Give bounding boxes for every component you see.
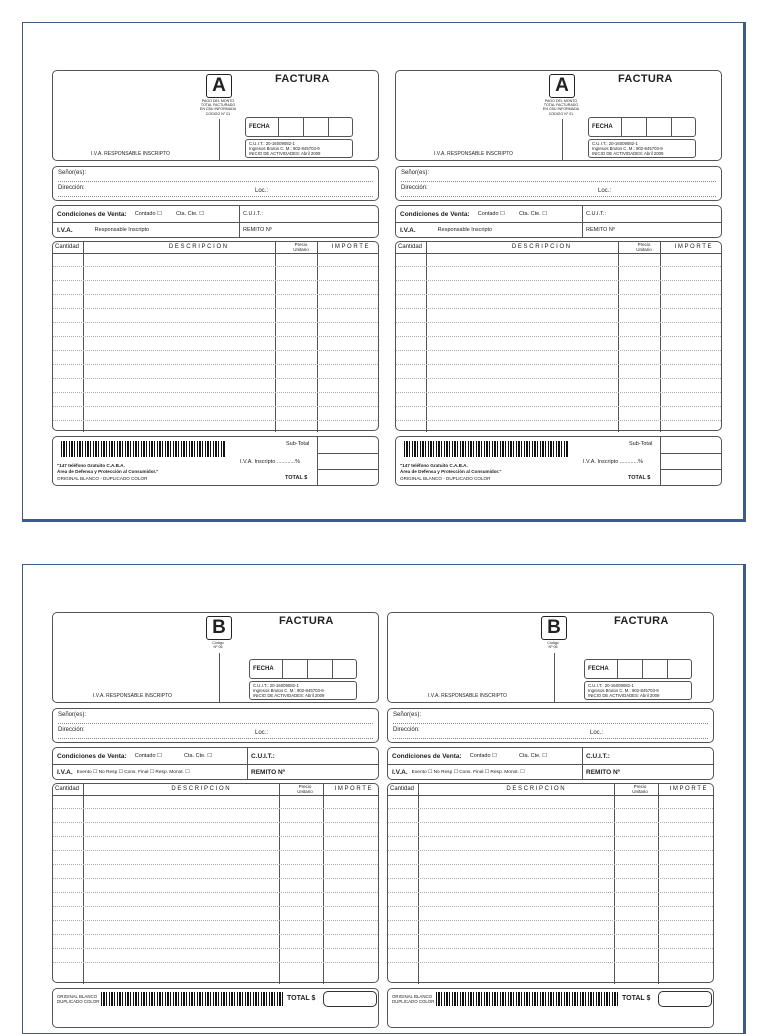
table-header xyxy=(53,242,378,254)
client-box xyxy=(387,708,714,743)
table-row[interactable] xyxy=(53,808,378,809)
cuit-line: C.U.I.T.: 20-16009082-1 xyxy=(592,141,638,146)
ingresos-line: Ingresos Brutos C. M.: 902-845703-9 xyxy=(249,146,320,151)
col-descripcion: D E S C R I P C I O N xyxy=(506,786,565,792)
divider xyxy=(317,453,378,454)
fecha-label: FECHA xyxy=(592,124,613,130)
table-row[interactable] xyxy=(53,836,378,837)
fecha-month[interactable] xyxy=(642,660,667,678)
invoice-header xyxy=(387,612,714,703)
table-row[interactable] xyxy=(388,892,713,893)
letter-note: PAGO DEL MONTO TOTAL FACTURADO EN CBU INFORMADA CODIGO N° 01 xyxy=(542,99,580,116)
fecha-box[interactable] xyxy=(245,117,353,137)
table-row[interactable] xyxy=(388,906,713,907)
defensa-note: Área de Defensa y Protección al Consumidor." xyxy=(400,469,502,474)
table-row[interactable] xyxy=(396,322,721,323)
inicio-line: INICIO DE ACTIVIDADES: Abril 2009 xyxy=(253,693,325,698)
column-divider xyxy=(418,784,419,984)
table-row[interactable] xyxy=(388,948,713,949)
divider xyxy=(660,453,721,454)
table-row[interactable] xyxy=(53,934,378,935)
column-divider xyxy=(658,784,659,984)
contado-checkbox[interactable]: Contado ☐ xyxy=(469,753,497,759)
contado-checkbox[interactable]: Contado ☐ xyxy=(134,753,162,759)
loc-label: Loc.: xyxy=(598,188,612,194)
table-row[interactable] xyxy=(396,308,721,309)
letter-note: Código Nº 06 xyxy=(212,641,224,650)
cuit-line: C.U.I.T.: 20-16009082-1 xyxy=(253,683,299,688)
col-importe: I M P O R T E xyxy=(674,244,712,250)
iva-options[interactable]: Exento ☐ No Resp ☐ Cons. Final ☐ Resp. Monot. ☐ xyxy=(411,769,525,775)
inicio-line: INICIO DE ACTIVIDADES: Abril 2009 xyxy=(588,693,660,698)
conditions-row xyxy=(396,206,721,223)
col-cantidad: Cantidad xyxy=(398,244,423,250)
table-row[interactable] xyxy=(53,892,378,893)
table-row[interactable] xyxy=(53,406,378,407)
fecha-year[interactable] xyxy=(667,660,691,678)
total-label: TOTAL $ xyxy=(628,475,651,481)
divider xyxy=(562,119,563,161)
table-row[interactable] xyxy=(388,808,713,809)
column-divider xyxy=(618,242,619,432)
invoice-title: FACTURA xyxy=(279,615,334,627)
iva-row xyxy=(388,764,713,780)
table-row[interactable] xyxy=(396,336,721,337)
invoice-footer xyxy=(387,988,714,1028)
table-row[interactable] xyxy=(396,294,721,295)
invoice-sheet-b xyxy=(22,564,746,1034)
table-row[interactable] xyxy=(53,864,378,865)
table-row[interactable] xyxy=(388,878,713,879)
fecha-label: FECHA xyxy=(249,124,270,130)
table-row[interactable] xyxy=(396,406,721,407)
subtotal-label: Sub-Total xyxy=(629,441,653,447)
table-row[interactable] xyxy=(388,850,713,851)
client-box xyxy=(52,166,379,201)
copy-note: ORIGINAL BLANCO - DUPLICADO COLOR xyxy=(400,476,491,481)
invoice-footer xyxy=(52,436,379,486)
fecha-year[interactable] xyxy=(332,660,356,678)
direccion-field[interactable]: Dirección: xyxy=(401,185,716,197)
divider xyxy=(660,469,721,470)
cuit-line: C.U.I.T.: 20-16009082-1 xyxy=(249,141,295,146)
table-row[interactable] xyxy=(388,836,713,837)
invoice-title: FACTURA xyxy=(614,615,669,627)
remito-field[interactable]: REMITO Nº xyxy=(586,227,615,233)
divider xyxy=(239,206,240,222)
table-row[interactable] xyxy=(53,308,378,309)
table-row[interactable] xyxy=(53,906,378,907)
fecha-day[interactable] xyxy=(617,660,642,678)
copy-note: ORIGINAL BLANCO DUPLICADO COLOR xyxy=(392,994,435,1004)
table-row[interactable] xyxy=(53,322,378,323)
conditions-box xyxy=(395,205,722,238)
table-header xyxy=(396,242,721,254)
table-row[interactable] xyxy=(396,420,721,421)
client-box xyxy=(395,166,722,201)
iva-value: Responsable Inscripto xyxy=(437,227,493,233)
table-row[interactable] xyxy=(396,350,721,351)
items-table xyxy=(395,241,722,431)
total-label: TOTAL $ xyxy=(622,995,651,1002)
cuit-info xyxy=(588,139,696,158)
iva-label: I.V.A. xyxy=(392,768,408,776)
invoice-letter: B xyxy=(206,616,232,640)
col-precio: Precio Unitario xyxy=(293,242,309,252)
iva-label: I.V.A. xyxy=(400,226,416,234)
col-cantidad: Cantidad xyxy=(55,244,80,250)
contado-checkbox[interactable]: Contado ☐ xyxy=(477,211,505,217)
items-table xyxy=(52,783,379,983)
column-divider xyxy=(323,784,324,984)
invoice-header xyxy=(395,70,722,161)
fecha-year[interactable] xyxy=(328,118,352,136)
cuit-field[interactable]: C.U.I.T.: xyxy=(586,211,606,217)
col-descripcion: D E S C R I P C I O N xyxy=(171,786,230,792)
barcode xyxy=(101,992,283,1006)
cta-cte-checkbox[interactable]: Cta. Cte. ☐ xyxy=(518,211,548,217)
cuit-info xyxy=(584,681,692,700)
fecha-day[interactable] xyxy=(621,118,646,136)
cta-cte-checkbox[interactable]: Cta. Cte. ☐ xyxy=(518,753,548,759)
column-divider xyxy=(83,242,84,432)
divider xyxy=(247,764,248,780)
loc-label: Loc.: xyxy=(255,188,269,194)
items-table xyxy=(387,783,714,983)
conditions-row xyxy=(53,206,378,223)
divider xyxy=(219,119,220,161)
cuit-info xyxy=(249,681,357,700)
table-row[interactable] xyxy=(53,364,378,365)
barcode xyxy=(61,441,226,457)
inicio-line: INICIO DE ACTIVIDADES: Abril 2009 xyxy=(592,151,664,156)
col-cantidad: Cantidad xyxy=(390,786,415,792)
direccion-field[interactable]: Dirección: xyxy=(58,727,373,739)
column-divider xyxy=(317,242,318,432)
table-row[interactable] xyxy=(53,280,378,281)
fecha-month[interactable] xyxy=(307,660,332,678)
conditions-box xyxy=(52,205,379,238)
table-header xyxy=(388,784,713,796)
invoice-letter: B xyxy=(541,616,567,640)
table-row[interactable] xyxy=(388,822,713,823)
invoice-footer xyxy=(52,988,379,1028)
divider xyxy=(582,222,583,238)
total-label: TOTAL $ xyxy=(285,475,308,481)
senores-field[interactable]: Señor(es): xyxy=(58,712,373,724)
column-divider xyxy=(426,242,427,432)
iva-row xyxy=(53,222,378,238)
inicio-line: INICIO DE ACTIVIDADES: Abril 2009 xyxy=(249,151,321,156)
col-importe: I M P O R T E xyxy=(669,786,707,792)
total-field[interactable] xyxy=(658,991,712,1007)
table-row[interactable] xyxy=(53,878,378,879)
barcode xyxy=(436,992,618,1006)
letter-note: Código Nº 06 xyxy=(547,641,559,650)
table-row[interactable] xyxy=(53,822,378,823)
col-descripcion: D E S C R I P C I O N xyxy=(168,244,228,250)
column-divider xyxy=(83,784,84,984)
items-table xyxy=(52,241,379,431)
cuit-field[interactable]: C.U.I.T.: xyxy=(251,752,275,760)
invoice-header xyxy=(52,70,379,161)
fecha-month[interactable] xyxy=(646,118,671,136)
divider xyxy=(582,764,583,780)
invoice-letter: A xyxy=(549,74,575,98)
loc-label: Loc.: xyxy=(255,730,269,736)
iva-row xyxy=(53,764,378,780)
phone-note: "147 teléfono Gratuito C.A.B.A. xyxy=(57,463,125,468)
column-divider xyxy=(279,784,280,984)
total-label: TOTAL $ xyxy=(287,995,316,1002)
col-importe: I M P O R T E xyxy=(334,786,372,792)
copy-note: ORIGINAL BLANCO - DUPLICADO COLOR xyxy=(57,476,148,481)
divider xyxy=(660,437,661,485)
fecha-day[interactable] xyxy=(278,118,303,136)
iva-label: I.V.A. xyxy=(57,226,73,234)
fecha-box[interactable] xyxy=(584,659,692,679)
cuit-field[interactable]: C.U.I.T.: xyxy=(586,752,610,760)
conditions-row xyxy=(53,748,378,765)
col-descripcion: D E S C R I P C I O N xyxy=(511,244,571,250)
fecha-day[interactable] xyxy=(282,660,307,678)
table-row[interactable] xyxy=(53,294,378,295)
direccion-field[interactable]: Dirección: xyxy=(58,185,373,197)
ingresos-line: Ingresos Brutos C. M.: 902-845703-9 xyxy=(592,146,663,151)
senores-field[interactable]: Señor(es): xyxy=(393,712,708,724)
fecha-box[interactable] xyxy=(588,117,696,137)
column-divider xyxy=(614,784,615,984)
col-importe: I M P O R T E xyxy=(331,244,369,250)
cuit-info xyxy=(245,139,353,158)
cuit-line: C.U.I.T.: 20-16009082-1 xyxy=(588,683,634,688)
iva-label: I.V.A. xyxy=(57,768,73,776)
iva-options[interactable]: Exento ☐ No Resp ☐ Cons. Final ☐ Resp. Monot. ☐ xyxy=(76,769,190,775)
responsable-label: I.V.A. RESPONSABLE INSCRIPTO xyxy=(91,151,170,157)
barcode xyxy=(404,441,569,457)
conditions-box xyxy=(52,747,379,780)
fecha-year[interactable] xyxy=(671,118,695,136)
fecha-label: FECHA xyxy=(253,666,274,672)
letter-note: PAGO DEL MONTO TOTAL FACTURADO EN CBU INFORMADA CODIGO N° 01 xyxy=(199,99,237,116)
cuit-field[interactable]: C.U.I.T.: xyxy=(243,211,263,217)
table-row[interactable] xyxy=(53,850,378,851)
responsable-label: I.V.A. RESPONSABLE INSCRIPTO xyxy=(93,693,172,699)
responsable-label: I.V.A. RESPONSABLE INSCRIPTO xyxy=(434,151,513,157)
cond-label: Condiciones de Venta: xyxy=(57,752,127,760)
table-row[interactable] xyxy=(53,336,378,337)
fecha-label: FECHA xyxy=(588,666,609,672)
table-row[interactable] xyxy=(53,420,378,421)
table-row[interactable] xyxy=(53,920,378,921)
table-row[interactable] xyxy=(53,392,378,393)
table-row[interactable] xyxy=(388,864,713,865)
divider xyxy=(582,748,583,764)
ingresos-line: Ingresos Brutos C. M.: 902-845703-9 xyxy=(588,688,659,693)
defensa-note: Área de Defensa y Protección al Consumidor." xyxy=(57,469,159,474)
invoice-letter: A xyxy=(206,74,232,98)
cond-label: Condiciones de Venta: xyxy=(57,210,127,218)
column-divider xyxy=(660,242,661,432)
contado-checkbox[interactable]: Contado ☐ xyxy=(134,211,162,217)
col-precio: Precio Unitario xyxy=(297,784,313,794)
subtotal-label: Sub-Total xyxy=(286,441,310,447)
table-row[interactable] xyxy=(53,962,378,963)
table-row[interactable] xyxy=(396,266,721,267)
column-divider xyxy=(275,242,276,432)
table-row[interactable] xyxy=(388,920,713,921)
divider xyxy=(554,653,555,703)
cond-label: Condiciones de Venta: xyxy=(400,210,470,218)
remito-field[interactable]: REMITO Nº xyxy=(243,227,272,233)
conditions-box xyxy=(387,747,714,780)
table-row[interactable] xyxy=(396,280,721,281)
cta-cte-checkbox[interactable]: Cta. Cte. ☐ xyxy=(175,211,205,217)
conditions-row xyxy=(388,748,713,765)
invoice-sheet-a xyxy=(22,22,746,522)
table-row[interactable] xyxy=(53,948,378,949)
invoice-title: FACTURA xyxy=(618,73,673,85)
ingresos-line: Ingresos Brutos C. M.: 902-845703-9 xyxy=(253,688,324,693)
divider xyxy=(219,653,220,703)
invoice-title: FACTURA xyxy=(275,73,330,85)
col-precio: Precio Unitario xyxy=(636,242,652,252)
table-row[interactable] xyxy=(396,392,721,393)
divider xyxy=(239,222,240,238)
loc-label: Loc.: xyxy=(590,730,604,736)
invoice-footer xyxy=(395,436,722,486)
direccion-field[interactable]: Dirección: xyxy=(393,727,708,739)
divider xyxy=(317,437,318,485)
iva-inscripto-label: I.V.A. Inscripto ............% xyxy=(583,459,644,465)
table-row[interactable] xyxy=(53,378,378,379)
client-box xyxy=(52,708,379,743)
table-row[interactable] xyxy=(396,364,721,365)
divider xyxy=(582,206,583,222)
divider xyxy=(247,748,248,764)
phone-note: "147 teléfono Gratuito C.A.B.A. xyxy=(400,463,468,468)
table-row[interactable] xyxy=(396,378,721,379)
invoice-header xyxy=(52,612,379,703)
divider xyxy=(317,469,378,470)
table-row[interactable] xyxy=(388,962,713,963)
fecha-month[interactable] xyxy=(303,118,328,136)
table-row[interactable] xyxy=(53,266,378,267)
cta-cte-checkbox[interactable]: Cta. Cte. ☐ xyxy=(183,753,213,759)
fecha-box[interactable] xyxy=(249,659,357,679)
table-row[interactable] xyxy=(53,350,378,351)
col-cantidad: Cantidad xyxy=(55,786,80,792)
table-row[interactable] xyxy=(388,934,713,935)
senores-field[interactable]: Señor(es): xyxy=(401,170,716,182)
cond-label: Condiciones de Venta: xyxy=(392,752,462,760)
col-precio: Precio Unitario xyxy=(632,784,648,794)
table-header xyxy=(53,784,378,796)
copy-note: ORIGINAL BLANCO DUPLICADO COLOR xyxy=(57,994,100,1004)
iva-row xyxy=(396,222,721,238)
iva-value: Responsable Inscripto xyxy=(94,227,150,233)
iva-inscripto-label: I.V.A. Inscripto ............% xyxy=(240,459,301,465)
total-field[interactable] xyxy=(323,991,377,1007)
remito-field[interactable]: REMITO Nº xyxy=(586,768,621,776)
senores-field[interactable]: Señor(es): xyxy=(58,170,373,182)
remito-field[interactable]: REMITO Nº xyxy=(251,768,286,776)
responsable-label: I.V.A. RESPONSABLE INSCRIPTO xyxy=(428,693,507,699)
